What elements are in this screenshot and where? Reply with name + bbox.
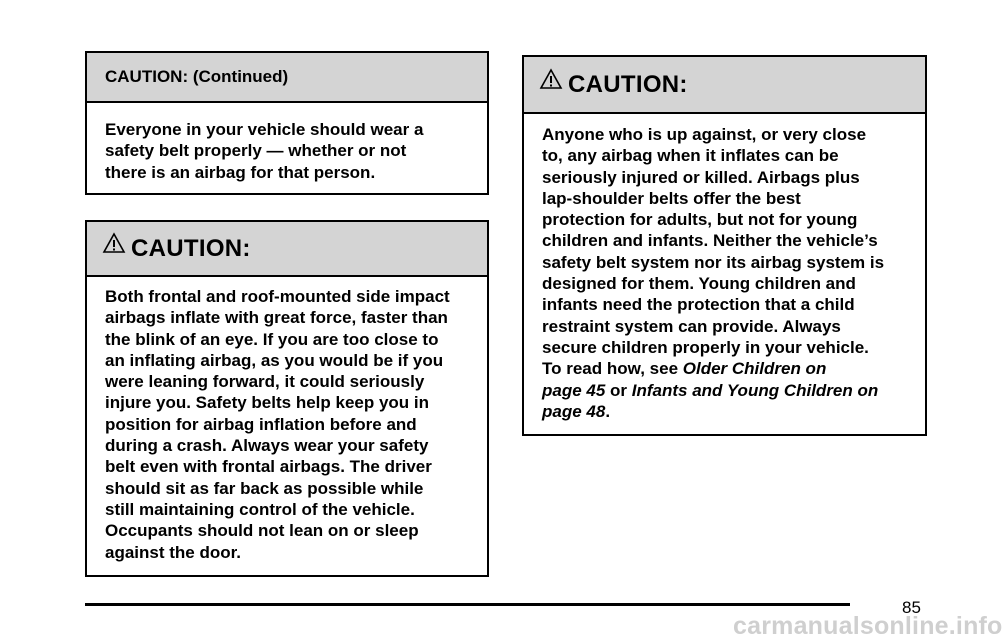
caution-airbag-force-header	[87, 222, 487, 277]
reference-line-1: To read how, see Older Children on	[542, 359, 827, 379]
body-line: belt even with frontal airbags. The driver	[105, 457, 432, 477]
body-line: children and infants. Neither the vehicle’s	[542, 231, 878, 251]
body-line: still maintaining control of the vehicle.	[105, 499, 415, 519]
caution-airbag-force-box	[85, 220, 489, 577]
body-line: should sit as far back as possible while	[105, 478, 424, 498]
caution-airbag-force-body	[87, 277, 487, 563]
reference-infants: Infants and Young Children on	[631, 380, 879, 400]
caution-airbag-force-title: CAUTION:	[131, 234, 251, 262]
caution-close-to-airbag-title: CAUTION:	[568, 70, 688, 98]
body-line: an inflating airbag, as you would be if you	[105, 350, 444, 370]
body-line: restraint system can provide. Always	[542, 316, 841, 336]
body-line: the blink of an eye. If you are too close to	[105, 329, 439, 349]
body-line: Occupants should not lean on or sleep	[105, 521, 419, 541]
caution-continued-title: CAUTION: (Continued)	[105, 67, 289, 86]
body-line: to, any airbag when it inflates can be	[542, 146, 839, 166]
body-line: safety belt system nor its airbag system is	[542, 252, 885, 272]
reference-infants-page: page 48	[542, 401, 606, 421]
body-line: Everyone in your vehicle should wear a	[105, 120, 424, 139]
body-line: designed for them. Young children and	[542, 274, 856, 294]
reference-line-3: page 48.	[542, 401, 611, 421]
body-line: seriously injured or killed. Airbags plus	[542, 167, 860, 187]
warning-triangle-icon	[103, 232, 125, 254]
body-line: Both frontal and roof-mounted side impact	[105, 287, 450, 306]
reference-line-2: page 45 or Infants and Young Children on	[542, 380, 879, 400]
caution-close-to-airbag-header	[524, 57, 925, 114]
body-line: against the door.	[105, 542, 242, 562]
body-line: safety belt properly — whether or not	[105, 141, 407, 161]
watermark-logo: carmanualsonline.info	[733, 612, 1003, 640]
body-line: injure you. Safety belts help keep you in	[105, 393, 430, 413]
caution-close-to-airbag-body	[524, 114, 925, 422]
page-number: 85	[902, 598, 921, 617]
warning-triangle-icon	[540, 68, 562, 90]
body-line: protection for adults, but not for young	[542, 210, 858, 230]
reference-older-children-page: page 45	[542, 380, 606, 400]
body-line: airbags inflate with great force, faster than	[105, 308, 448, 328]
caution-close-to-airbag-box	[522, 55, 927, 436]
reference-older-children: Older Children on	[682, 359, 827, 379]
body-line: secure children properly in your vehicle.	[542, 337, 869, 357]
body-line: during a crash. Always wear your safety	[105, 436, 429, 456]
caution-continued-header	[87, 53, 487, 103]
body-line: infants need the protection that a child	[542, 295, 855, 315]
caution-continued-box	[85, 51, 489, 195]
body-line: there is an airbag for that person.	[105, 162, 376, 182]
body-line: were leaning forward, it could seriously	[105, 372, 425, 392]
body-line: lap-shoulder belts offer the best	[542, 188, 801, 208]
body-line: Anyone who is up against, or very close	[542, 125, 867, 144]
body-line: position for airbag inflation before and	[105, 414, 417, 434]
footer-rule	[85, 603, 850, 606]
caution-continued-body	[87, 103, 487, 183]
